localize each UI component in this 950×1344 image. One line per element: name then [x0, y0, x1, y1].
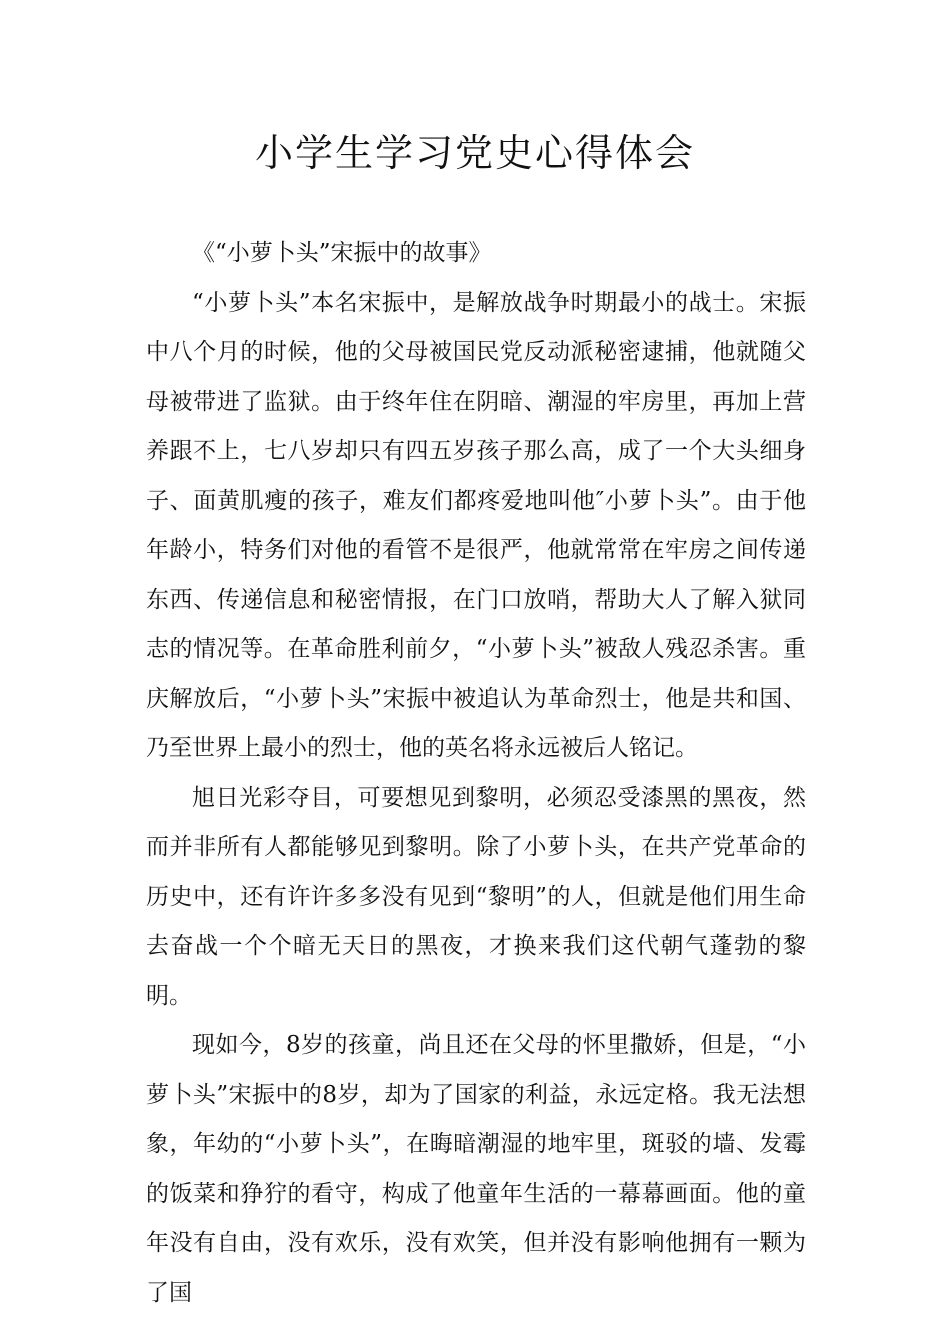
paragraph-reflection: 现如今，8岁的孩童，尚且还在父母的怀里撒娇，但是，“小萝卜头”宋振中的8岁，却为了国家的利益，永远定格。我无法想象，年幼的“小萝卜头”，在晦暗潮湿的地牢里，斑驳的墙、发霉的饭菜和狰狞的看守，构成了他童年生活的一幕幕画面。他的童年没有自由，没有欢乐，没有欢笑，但并没有影响他拥有一颗为了国: [146, 1032, 806, 1306]
paragraph-story: “小萝卜头”本名宋振中，是解放战争时期最小的战士。宋振中八个月的时候，他的父母被国民党反动派秘密逮捕，他就随父母被带进了监狱。由于终年住在阴暗、潮湿的牢房里，再加上营养跟不上，七八岁却只有四五岁孩子那么高，成了一个大头细身子、面黄肌瘦的孩子，难友们都疼爱地叫他″小萝卜头”。由于他年龄小，特务们对他的看管不是很严，他就常常在牢房之间传递东西、传递信息和秘密情报，在门口放哨，帮助大人了解入狱同志的情况等。在革命胜利前夕，“小萝卜头”被敌人残忍杀害。重庆解放后，“小萝卜头”宋振中被追认为革命烈士，他是共和国、乃至世界上最小的烈士，他的英名将永远被后人铭记。: [146, 289, 806, 761]
document-body: [146, 229, 806, 1318]
story-heading: 《“小萝卜头”宋振中的故事》: [192, 240, 492, 266]
document-title: 小学生学习党史心得体会: [254, 131, 695, 175]
paragraph-dawn: 旭日光彩夺目，可要想见到黎明，必须忍受漆黑的黑夜，然而并非所有人都能够见到黎明。除了小萝卜头，在共产党革命的历史中，还有许许多多没有见到“黎明”的人，但就是他们用生命去奋战一个个暗无天日的黑夜，才换来我们这代朝气蓬勃的黎明。: [146, 784, 806, 1009]
